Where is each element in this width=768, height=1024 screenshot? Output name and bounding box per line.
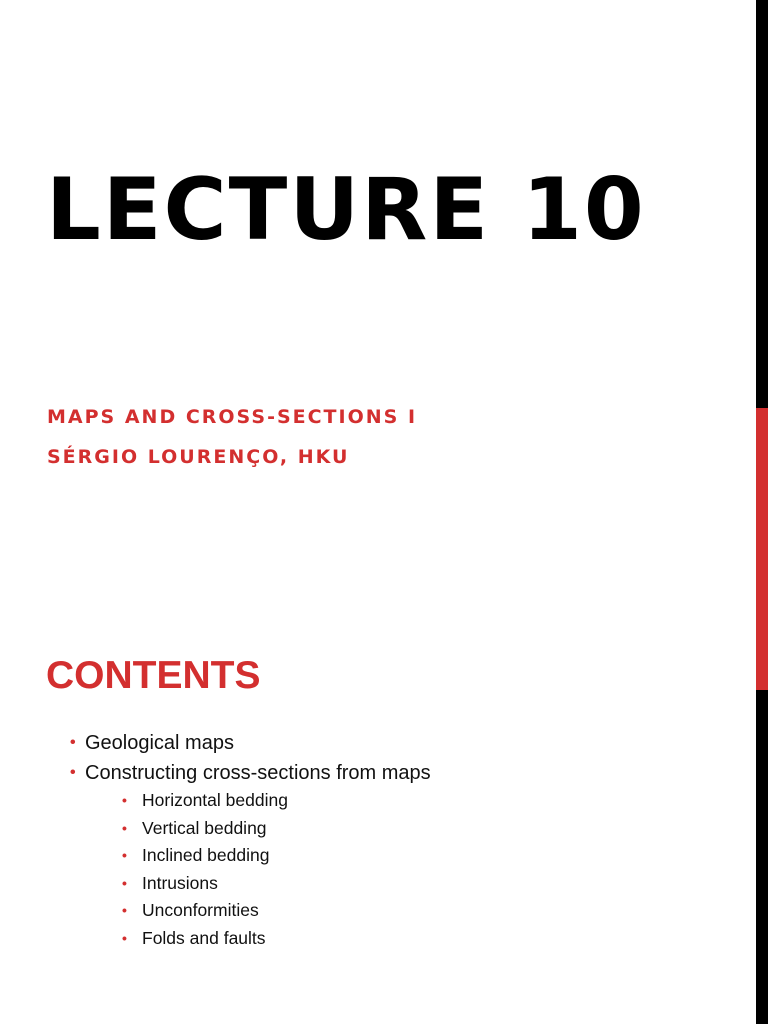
sublist-item-label: Horizontal bedding [142,790,288,810]
bullet-icon: • [122,874,127,891]
bullet-icon: • [122,929,127,946]
side-bar-bottom [756,690,768,1024]
sublist-item-label: Vertical bedding [142,817,267,838]
sublist-item [122,925,288,953]
bullet-icon: • [122,792,127,808]
sublist-item [122,842,288,870]
sublist-item-label: Unconformities [142,900,259,921]
side-bar-accent [756,408,768,690]
bullet-icon: • [122,902,127,919]
sublist-item-label: Intrusions [142,872,218,893]
sublist-item-label: Inclined bedding [142,845,270,866]
bullet-icon: • [70,734,76,751]
bullet-icon: • [122,819,127,836]
bullet-icon: • [70,764,76,781]
list-item-label: Constructing cross-sections from maps [85,762,431,784]
slide-title: LECTURE 10 [46,160,646,260]
side-bar-top [756,0,768,408]
contents-sublist [122,787,288,953]
list-item [70,758,431,788]
slide-subtitle: MAPS AND CROSS-SECTIONS I [47,406,418,428]
sublist-item [122,815,288,843]
list-item [70,728,431,758]
sublist-item-label: Folds and faults [142,927,266,948]
sublist-item [122,870,288,898]
list-item-label: Geological maps [85,732,234,754]
bullet-icon: • [122,847,127,864]
slide-author: SÉRGIO LOURENÇO, HKU [47,446,350,468]
contents-heading: CONTENTS [46,654,261,697]
contents-list [70,728,431,788]
sublist-item [122,787,288,815]
sublist-item [122,897,288,925]
